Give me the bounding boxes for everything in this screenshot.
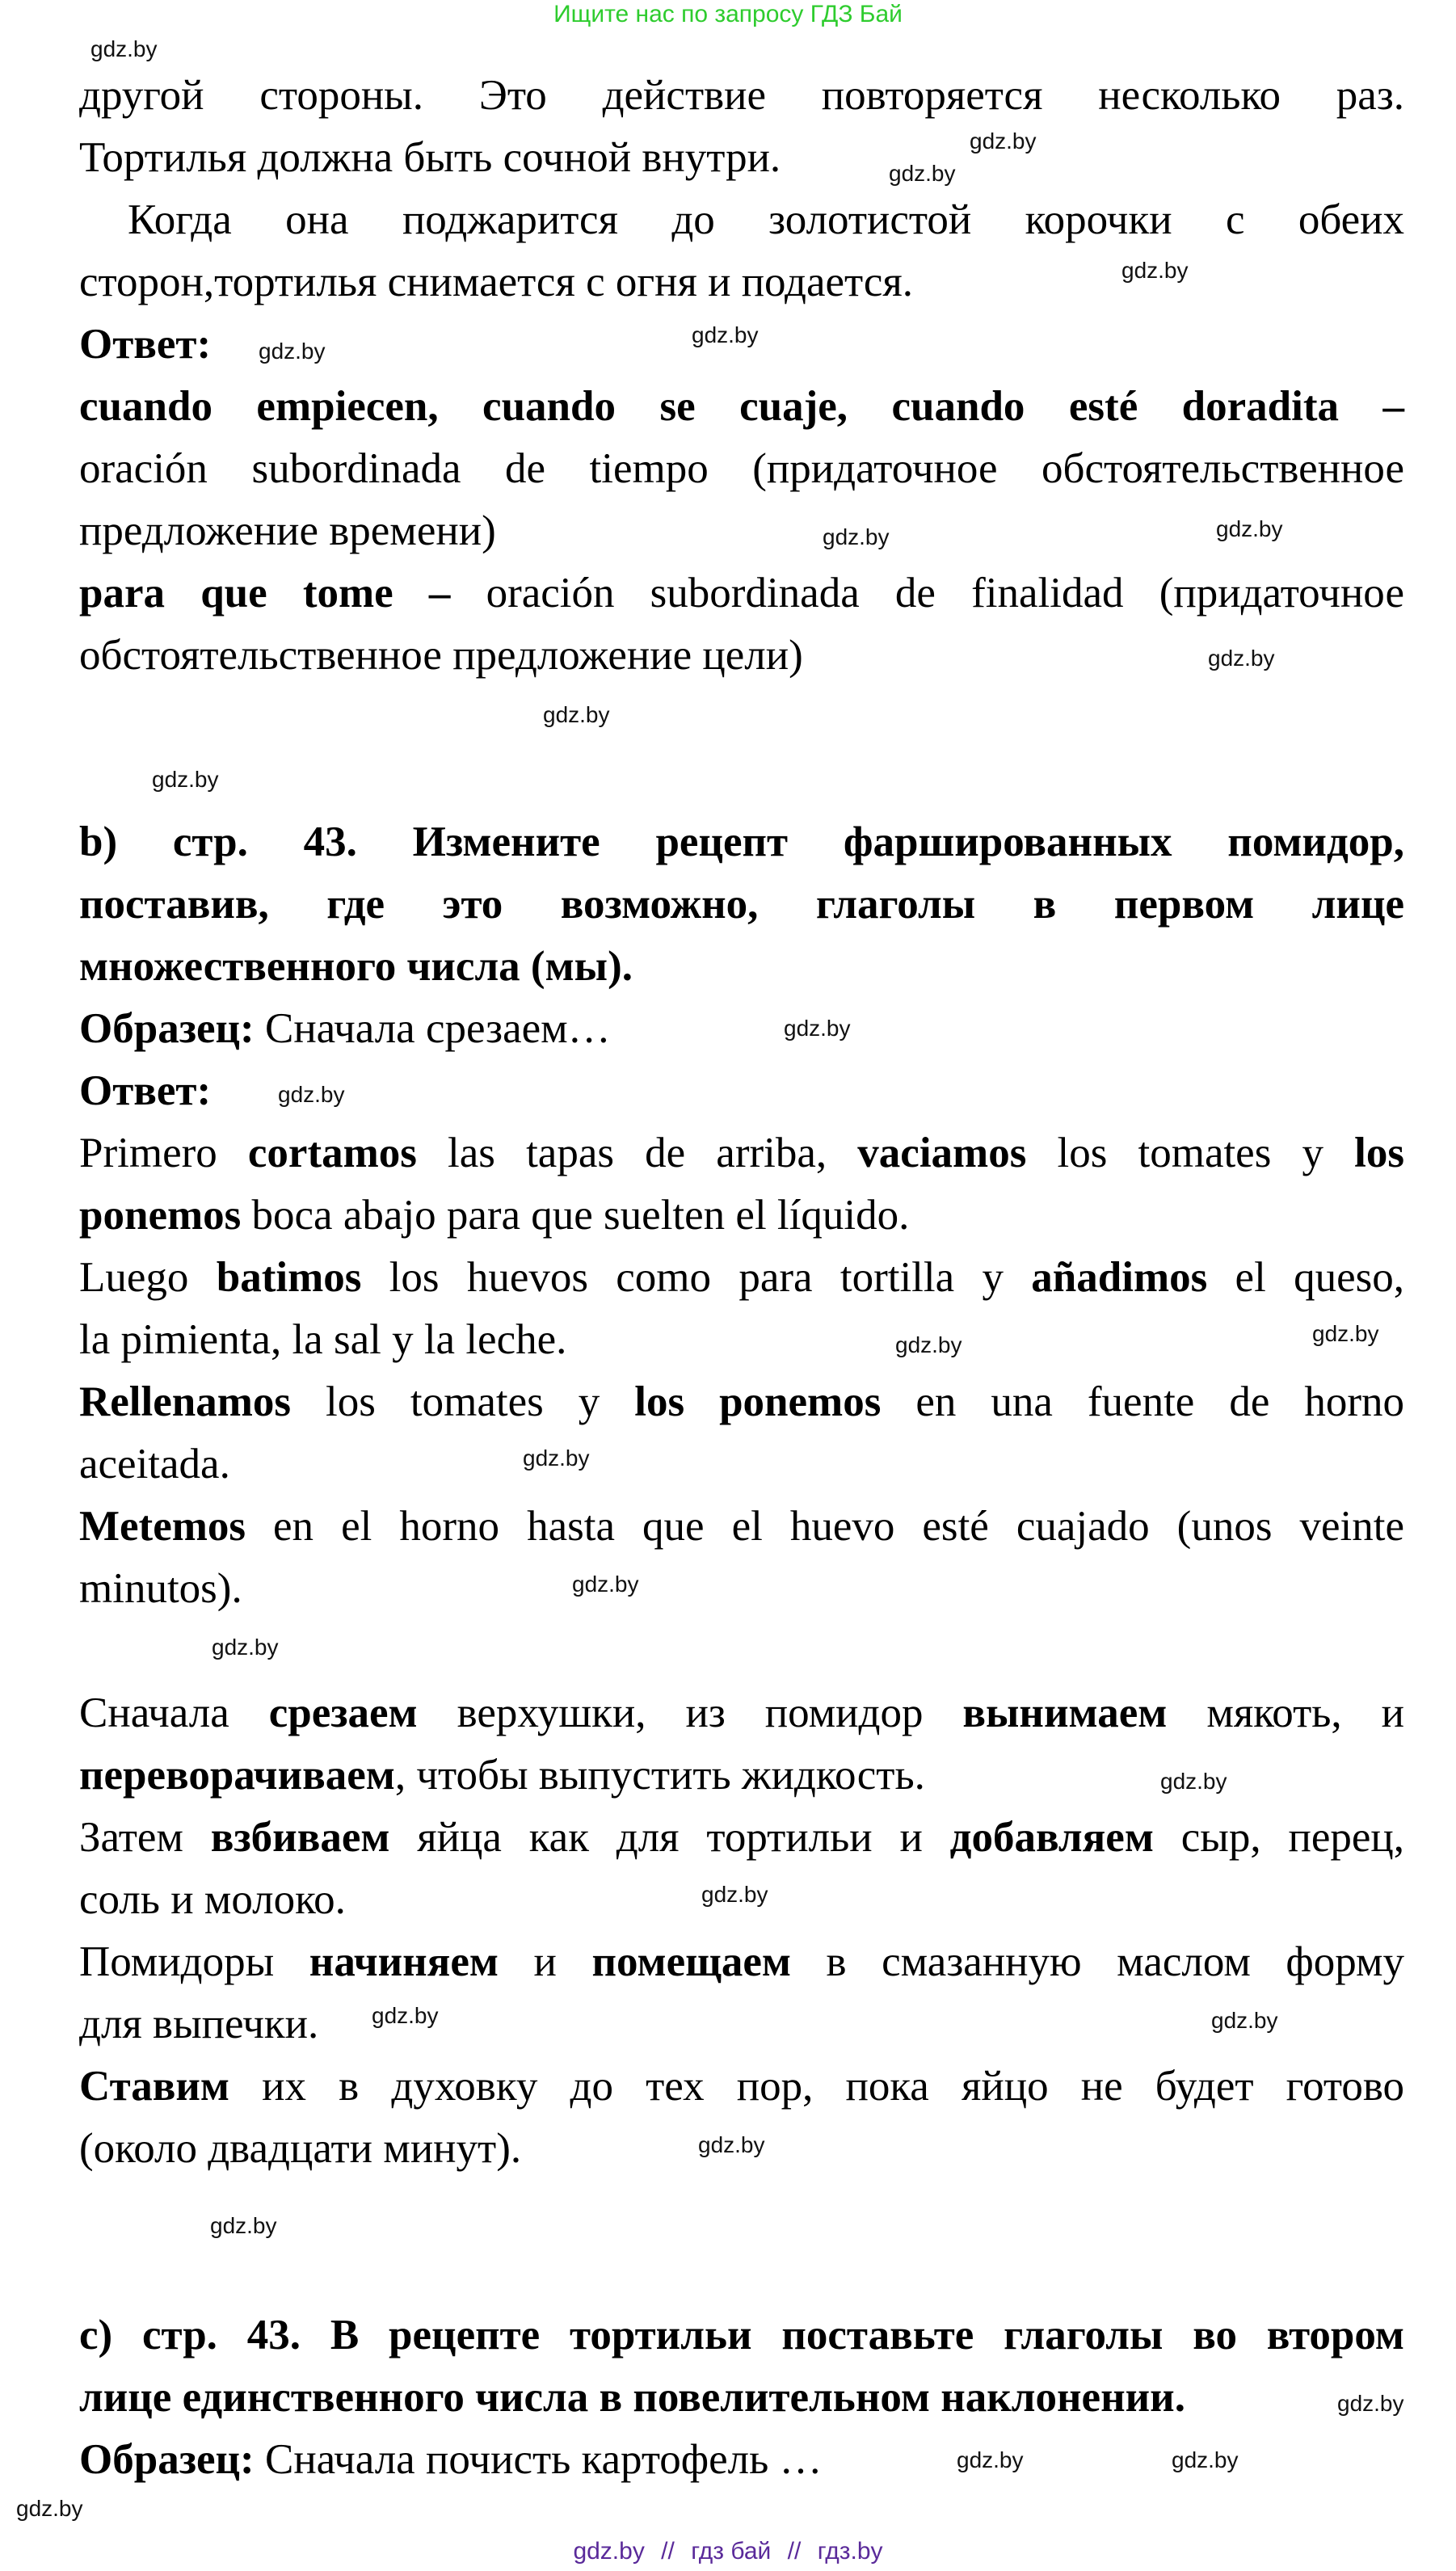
text-run: en el horno hasta que el huevo esté cuajado (unos veinte (246, 1503, 1404, 1550)
watermark-text: gdz.by (701, 1882, 768, 1907)
text-line (79, 936, 1404, 998)
text-run: en una fuente de horno (881, 1378, 1404, 1425)
text-line (79, 1558, 1404, 1620)
text-line (79, 1682, 1404, 1744)
text-run: верхушки, из помидор (417, 1689, 963, 1736)
text-line (79, 873, 1404, 936)
text-run: Сначала (79, 1689, 269, 1736)
bold-text: начиняем (309, 1938, 499, 1985)
text-run: их в духовку до тех пор, пока яйцо не будет готово (229, 2063, 1404, 2110)
text-run: el queso, (1207, 1254, 1405, 1301)
bold-text: añadimos (1031, 1254, 1208, 1301)
text-run: обстоятельственное предложение цели) (79, 632, 803, 679)
text-line (79, 376, 1404, 438)
watermark-text: gdz.by (1172, 2447, 1239, 2472)
text-line (79, 251, 1404, 313)
text-line (79, 1122, 1404, 1185)
watermark-text: gdz.by (1121, 258, 1189, 283)
text-run: Затем (79, 1814, 211, 1861)
watermark-text: gdz.by (1312, 1321, 1379, 1346)
text-run: соль и молоко. (79, 1876, 346, 1923)
text-line (79, 65, 1404, 127)
watermark-text: gdz.by (692, 322, 759, 347)
text-run: , чтобы выпустить жидкость. (394, 1752, 925, 1799)
bold-text: cortamos (247, 1130, 417, 1176)
bold-text: переворачиваем (79, 1752, 395, 1799)
text-run: aceitada. (79, 1441, 230, 1487)
watermark-text: gdz.by (1216, 516, 1283, 541)
text-run: и (498, 1938, 592, 1985)
watermark-text: gdz.by (1337, 2391, 1404, 2416)
bold-text: c) стр. 43. В рецепте тортильи поставьте глаголы во втором (79, 2312, 1404, 2359)
text-line (79, 127, 1404, 189)
text-line (79, 1807, 1404, 1869)
watermark-text: gdz.by (523, 1445, 590, 1471)
bold-text: взбиваем (210, 1814, 390, 1861)
watermark-text: gdz.by (1160, 1769, 1227, 1794)
text-run: для выпечки. (79, 2001, 319, 2047)
watermark-text: gdz.by (895, 1332, 962, 1357)
bold-text: Ставим (79, 2063, 230, 2110)
text-line (79, 625, 1404, 687)
watermark-text: gdz.by (278, 1082, 345, 1107)
bold-text: добавляем (949, 1814, 1154, 1861)
bold-text: помещаем (591, 1938, 791, 1985)
text-run: Тортилья должна быть сочной внутри. (79, 134, 781, 181)
text-run: в смазанную маслом форму (790, 1938, 1404, 1985)
text-run: las tapas de arriba, (416, 1130, 858, 1176)
text-run: яйца как для тортильи и (389, 1814, 950, 1861)
text-line (79, 1371, 1404, 1433)
text-line (79, 2304, 1404, 2367)
footer-separator: // (787, 2538, 802, 2565)
text-line (79, 1931, 1404, 1993)
footer-link-gdz-by-cyr[interactable]: гдз.by (817, 2538, 883, 2565)
bold-text: Образец: (79, 1005, 255, 1052)
text-run: Когда она поджарится до золотистой корочки с обеих (128, 196, 1404, 243)
text-line (79, 2056, 1404, 2118)
watermark-text: gdz.by (543, 702, 610, 727)
text-run: другой стороны. Это действие повторяется несколько раз. (79, 72, 1404, 119)
bold-text: лице единственного числа в повелительном наклонении. (79, 2374, 1185, 2421)
footer-link-gdz-bai[interactable]: гдз бай (691, 2538, 772, 2565)
bold-text: cuando empiecen, cuando se cuaje, cuando esté doradita – (79, 383, 1404, 430)
watermark-text: gdz.by (259, 339, 326, 364)
text-run: minutos). (79, 1565, 242, 1612)
text-line (79, 562, 1404, 625)
bold-text: срезаем (268, 1689, 418, 1736)
bold-text: batimos (216, 1254, 362, 1301)
watermark-text: gdz.by (572, 1572, 639, 1597)
watermark-text: gdz.by (784, 1016, 851, 1041)
text-run: сыр, перец, (1153, 1814, 1404, 1861)
blank-line (79, 687, 1404, 749)
watermark-text: gdz.by (1211, 2008, 1278, 2033)
bold-text: Образец: (79, 2436, 255, 2483)
watermark-text: gdz.by (152, 767, 219, 792)
document-body (79, 65, 1404, 2491)
watermark-text: gdz.by (1208, 646, 1275, 671)
text-run: los tomates y (1026, 1130, 1355, 1176)
text-run: Сначала срезаем… (254, 1005, 611, 1052)
text-run: los tomates y (291, 1378, 635, 1425)
text-line (79, 189, 1404, 251)
footer-separator: // (661, 2538, 675, 2565)
bold-text: Ответ: (79, 1067, 212, 1114)
text-run: oración subordinada de finalidad (придаточное (450, 570, 1404, 616)
bold-text: b) стр. 43. Измените рецепт фаршированных помидор, (79, 818, 1404, 865)
search-hint-banner: Ищите нас по запросу ГДЗ Бай (553, 1, 903, 27)
watermark-text: gdz.by (90, 36, 158, 61)
bold-text: Rellenamos (79, 1378, 292, 1425)
bold-text: поставив, где это возможно, глаголы в первом лице (79, 881, 1404, 928)
text-line (79, 1185, 1404, 1247)
text-line (79, 1433, 1404, 1496)
bold-text: vaciamos (857, 1130, 1027, 1176)
watermark-text: gdz.by (823, 524, 890, 549)
watermark-text: gdz.by (698, 2132, 765, 2157)
blank-line (79, 749, 1404, 811)
text-line (79, 1993, 1404, 2056)
bold-text: множественного числа (мы). (79, 943, 633, 990)
blank-line (79, 2242, 1404, 2304)
watermark-text: gdz.by (210, 2213, 277, 2238)
bold-text: Ответ: (79, 321, 212, 368)
watermark-text: gdz.by (957, 2447, 1024, 2472)
footer-link-gdz-by[interactable]: gdz.by (573, 2538, 645, 2565)
text-run: предложение времени) (79, 507, 496, 554)
text-run: сторон,тортилья снимается с огня и подается. (79, 259, 913, 305)
text-run: Primero (79, 1130, 248, 1176)
bold-text: para que tome – (79, 570, 451, 616)
footer-links (0, 2537, 1456, 2566)
text-line (79, 811, 1404, 873)
text-run: los huevos como para tortilla y (361, 1254, 1032, 1301)
text-line (79, 998, 1404, 1060)
text-line (79, 1496, 1404, 1558)
text-run: la pimienta, la sal y la leche. (79, 1316, 567, 1363)
watermark-text: gdz.by (970, 128, 1037, 154)
text-line (79, 1247, 1404, 1309)
text-run: Помидоры (79, 1938, 309, 1985)
watermark-text: gdz.by (372, 2003, 439, 2028)
watermark-text: gdz.by (16, 2496, 83, 2521)
bold-text: ponemos (79, 1192, 242, 1239)
text-line (79, 500, 1404, 562)
text-run: boca abajo para que suelten el líquido. (241, 1192, 910, 1239)
text-run: мякоть, и (1167, 1689, 1404, 1736)
text-run: Luego (79, 1254, 217, 1301)
text-line (79, 438, 1404, 500)
text-line (79, 2367, 1404, 2429)
watermark-text: gdz.by (212, 1635, 279, 1660)
bold-text: вынимаем (962, 1689, 1168, 1736)
text-run: oración subordinada de tiempo (придаточное обстоятельственное (79, 445, 1404, 492)
text-run: (около двадцати минут). (79, 2125, 522, 2172)
bold-text: Metemos (79, 1503, 246, 1550)
watermark-text: gdz.by (889, 161, 956, 186)
text-run: Сначала почисть картофель … (254, 2436, 823, 2483)
blank-line (79, 2180, 1404, 2242)
bold-text: los ponemos (634, 1378, 882, 1425)
text-line (79, 1309, 1404, 1371)
bold-text: los (1354, 1130, 1405, 1176)
